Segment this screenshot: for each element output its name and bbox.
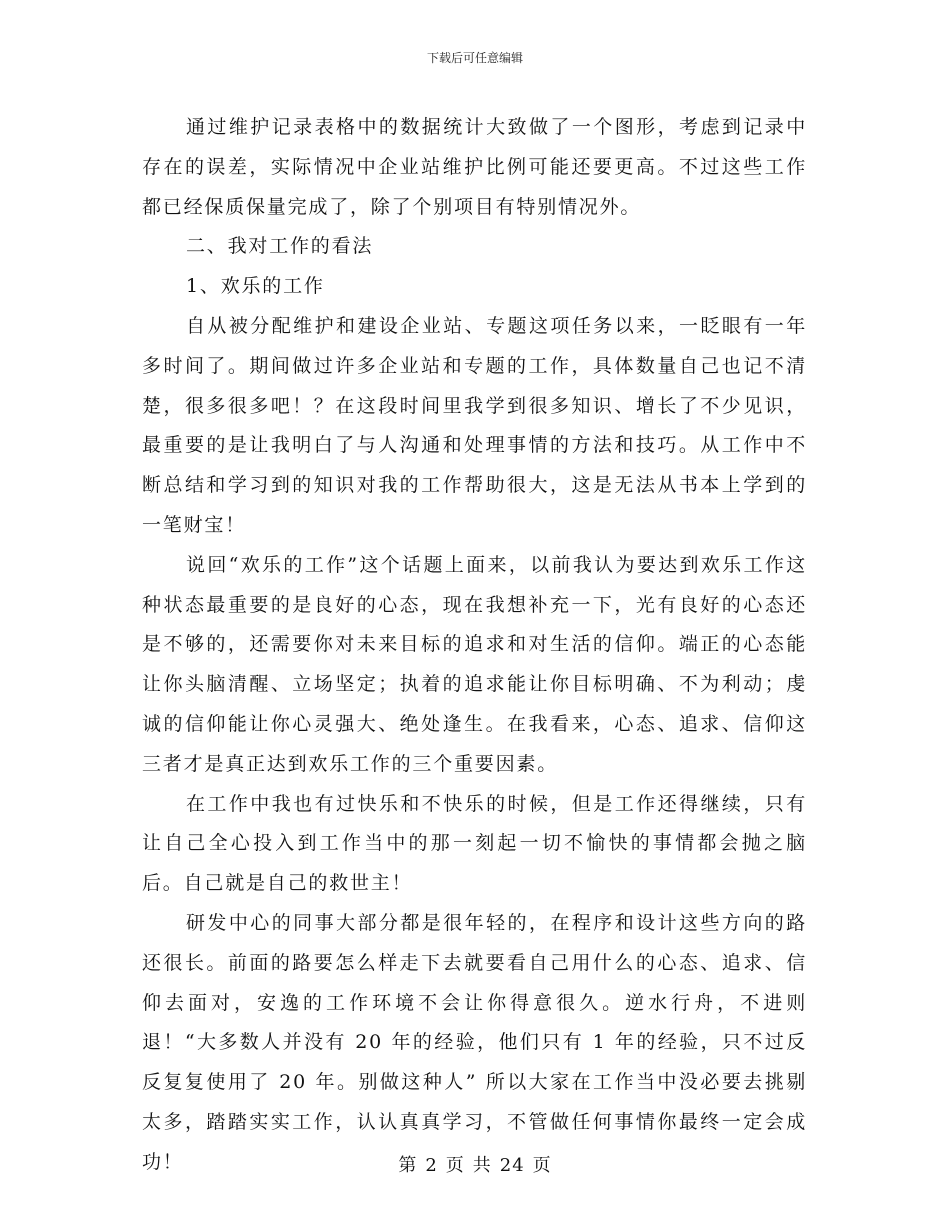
document-body [142,108,807,1183]
page-header: 下载后可任意编辑 [426,51,523,65]
page-label-prefix: 第 [398,1155,418,1176]
page-label-mid: 页 [445,1155,465,1176]
paragraph-happy-work: 说回“欢乐的工作”这个话题上面来，以前我认为要达到欢乐工作这种状态最重要的是良好的心态，现在我想补充一下，光有良好的心态还是不够的，还需要你对未来目标的追求和对生活的信仰。端正的心态能让你头脑清醒、立场坚定；执着的追求能让你目标明确、不为利动；虔诚的信仰能让你心灵强大、绝处逢生。在我看来，心态、追求、信仰这三者才是真正达到欢乐工作的三个重要因素。 [142,553,807,775]
section-heading-work-view: 二、我对工作的看法 [186,235,374,258]
current-page-number: 2 [425,1155,438,1176]
paragraph-colleagues: 研发中心的同事大部分都是很年轻的，在程序和设计这些方向的路还很长。前面的路要怎么样走下去就要看自己用什么的心态、追求、信仰去面对，安逸的工作环境不会让你得意很久。逆水行舟，不进则退！“大多数人并没有 20 年的经验，他们只有 1 年的经验，只不过反反复复使用了 20 年。别做这种人” 所以大家在工作当中没必要去挑剔太多，踏踏实实工作，认认真真学习，不管做任何事情你最终一定会成功！ [142,911,807,1173]
paragraph-maintenance-summary: 通过维护记录表格中的数据统计大致做了一个图形，考虑到记录中存在的误差，实际情况中企业站维护比例可能还要更高。不过这些工作都已经保质保量完成了，除了个别项目有特别情况外。 [142,116,807,218]
total-pages-number: 24 [499,1155,525,1176]
paragraph-experience: 自从被分配维护和建设企业站、专题这项任务以来，一眨眼有一年多时间了。期间做过许多企业站和专题的工作，具体数量自己也记不清楚，很多很多吧！？在这段时间里我学到很多知识、增长了不少见识，最重要的是让我明白了与人沟通和处理事情的方法和技巧。从工作中不断总结和学习到的知识对我的工作帮助很大，这是无法从书本上学到的一笔财宝！ [142,314,807,536]
paragraph-work-mood: 在工作中我也有过快乐和不快乐的时候，但是工作还得继续，只有让自己全心投入到工作当中的那一刻起一切不愉快的事情都会抛之脑后。自己就是自己的救世主！ [142,792,807,895]
page-number-footer [0,1154,950,1178]
subsection-heading-happy-work: 1、欢乐的工作 [186,275,325,298]
total-label: 共 [472,1155,492,1176]
page-label-suffix: 页 [532,1155,552,1176]
